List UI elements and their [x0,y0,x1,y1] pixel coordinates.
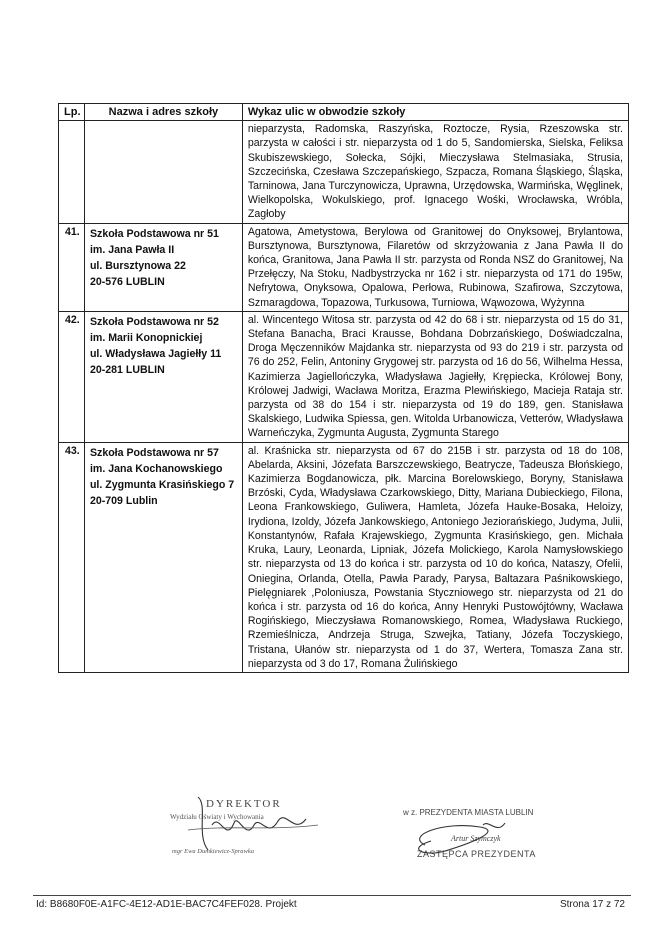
school-line: Szkoła Podstawowa nr 57 [89,446,219,459]
row-number: 43. [59,442,85,672]
school-line: Szkoła Podstawowa nr 52 [89,315,219,328]
school-line: ul. Bursztynowa 22 [89,259,186,272]
school-line: im. Jana Kochanowskiego [89,462,223,475]
stamp-dept: Wydziału Oświaty i Wychowania [170,813,264,821]
streets-cell: al. Wincentego Witosa str. parzysta od 42 do 68 i str. nieparzysta od 15 do 31, Stefana Banacha, Braci Krausse, Bohdana Dobrzańskiego, Doświadczalna, Droga Męczenników Majdanka str. nieparzysta od 93 do 219 i str. parzysta od 76 do 252, Felin, Antoniny Grygowej str. parzysta od 16 do 56, Wilhelma Hessa, Kazimierza Jagiellończyka, Władysława Jagiełły, Krępiecka, Królowej Bony, Królowej Jadwigi, Wacława Moritza, Erazma Plewińskiego, Macieja Rataja str. parzysta od 38 do 154 i str. nieparzysta od 19 do 189, gen. Stanisława Skalskiego, Ludwika Spiessa, gen. Witolda Urbanowicza, Vetterów, Władysława Warneńczyka, Zygmunta Augusta, Zygmunta Starego [242,311,628,442]
streets-cell: al. Kraśnicka str. nieparzysta od 67 do 215B i str. parzysta od 18 do 108, Abelarda, Aksini, Józefata Barszczewskiego, Beatrycze, Tadeusza Błońskiego, Kazimierza Bogdanowicza, płk. Marcina Borelowskiego, Boryny, Stanisława Brzóski, Cyda, Władysława Czarkowskiego, Ditty, Mariana Dubieckiego, Filona, Leona Frankowskiego, Guliwera, Hamleta, Józefa Hauke-Bosaka, Heloizy, Irydiona, Izoldy, Józefa Jankowskiego, Antoniego Jeziorańskiego, Judyma, Julii, Konstantynów, Rafała Krajewskiego, Zygmunta Krasińskiego, gen. Michała Kruka, Laury, Leonarda, Lipniak, Józefa Molickiego, Karola Namysłowskiego str. nieparzysta od 13 do końca i str. parzysta od 10 do końca, Nataszy, Ofelii, Oniegina, Orlanda, Otella, Pawła Parady, Parysa, Baltazara Paśnikowskiego, Pielęgniarek ,Poloniusza, Powstania Styczniowego str. nieparzysta od 21 do końca i str. parzysta od 16 do końca, Anny Henryki Pustowójtówny, Wacława Rogińskiego, Mieczysława Romanowskiego, Romea, Władysława Ruckiego, Rzemieślnicza, Andrzeja Struga, Szwejka, Tatiany, Józefa Toczyskiego, Tristana, Ułanów str. nieparzysta od 1 do 37, Wertera, Tomasza Zana str. nieparzysta od 3 do 17, Romana Żulińskiego [242,442,628,672]
table-row [59,311,629,442]
school-cell [84,442,242,672]
school-line: 20-709 Lublin [89,494,158,507]
school-line: ul. Władysława Jagiełły 11 [89,347,222,360]
header-lp: Lp. [59,104,85,121]
school-line: 20-281 LUBLIN [89,363,165,376]
streets-cell: Agatowa, Ametystowa, Berylowa od Granitowej do Onyksowej, Brylantowa, Bursztynowa, Bursztynowa, Filaretów od skrzyżowania z Jana Pawła II do końca, Granitowa, Jana Pawła II str. parzysta od Ronda NSZ do Granitowej, Na Przełęczy, Na Stoku, Nadbystrzycka nr 162 i str. nieparzysta od 171 do 195w, Nefrytowa, Onyksowa, Opalowa, Perłowa, Rubinowa, Szafirowa, Szczytowa, Szmaragdowa, Topazowa, Turkusowa, Turniowa, Wąwozowa, Wyżynna [242,223,628,311]
row-number: 41. [59,223,85,311]
row-number: 42. [59,311,85,442]
districts-table [58,103,629,673]
document-id: Id: B8680F0E-A1FC-4E12-AD1E-BAC7C4FEF028. Projekt [36,899,297,910]
school-cell [84,311,242,442]
cell-empty [59,121,85,223]
footer-divider [33,895,631,896]
stamp-signer-name: Artur Szymczyk [451,834,501,843]
school-line: ul. Zygmunta Krasińskiego 7 [89,478,235,491]
school-line: Szkoła Podstawowa nr 51 [89,227,219,240]
page-number: Strona 17 z 72 [559,899,625,910]
stamp-title: DYREKTOR [206,798,282,810]
cell-empty [84,121,242,223]
table-header-row [59,104,629,121]
school-line: 20-576 LUBLIN [89,275,165,288]
stamp-signer-title: ZASTĘPCA PREZYDENTA [417,849,536,859]
stamp-line1: w z. PREZYDENTA MIASTA LUBLIN [403,808,534,817]
stamp-name: mgr Ewa Dumkiewicz-Sprawka [172,848,254,855]
school-cell [84,223,242,311]
table-row [59,223,629,311]
table-row-continuation [59,121,629,223]
table-row [59,442,629,672]
header-school: Nazwa i adres szkoły [84,104,242,121]
director-stamp [168,795,328,865]
deputy-mayor-stamp [385,805,585,875]
streets-cell: nieparzysta, Radomska, Raszyńska, Roztocze, Rysia, Rzeszowska str. parzysta w całości i str. nieparzysta od 1 do 5, Sandomierska, Sielska, Feliksa Skubiszewskiego, Sołecka, Sójki, Mieczysława Stelmasiaka, Strusia, Szczecińska, Czesława Szczepańskiego, Szpacza, Romana Śląskiego, Śląska, Tarninowa, Jana Turczynowicza, Uprawna, Urzędowska, Warmińska, Węglinek, Wielkopolska, Wokulskiego, prof. Ignacego Wośki, Wrocławska, Wróbla, Zagłoby [242,121,628,223]
school-line: im. Jana Pawła II [89,243,175,256]
school-line: im. Marii Konopnickiej [89,331,203,344]
header-streets: Wykaz ulic w obwodzie szkoły [242,104,628,121]
